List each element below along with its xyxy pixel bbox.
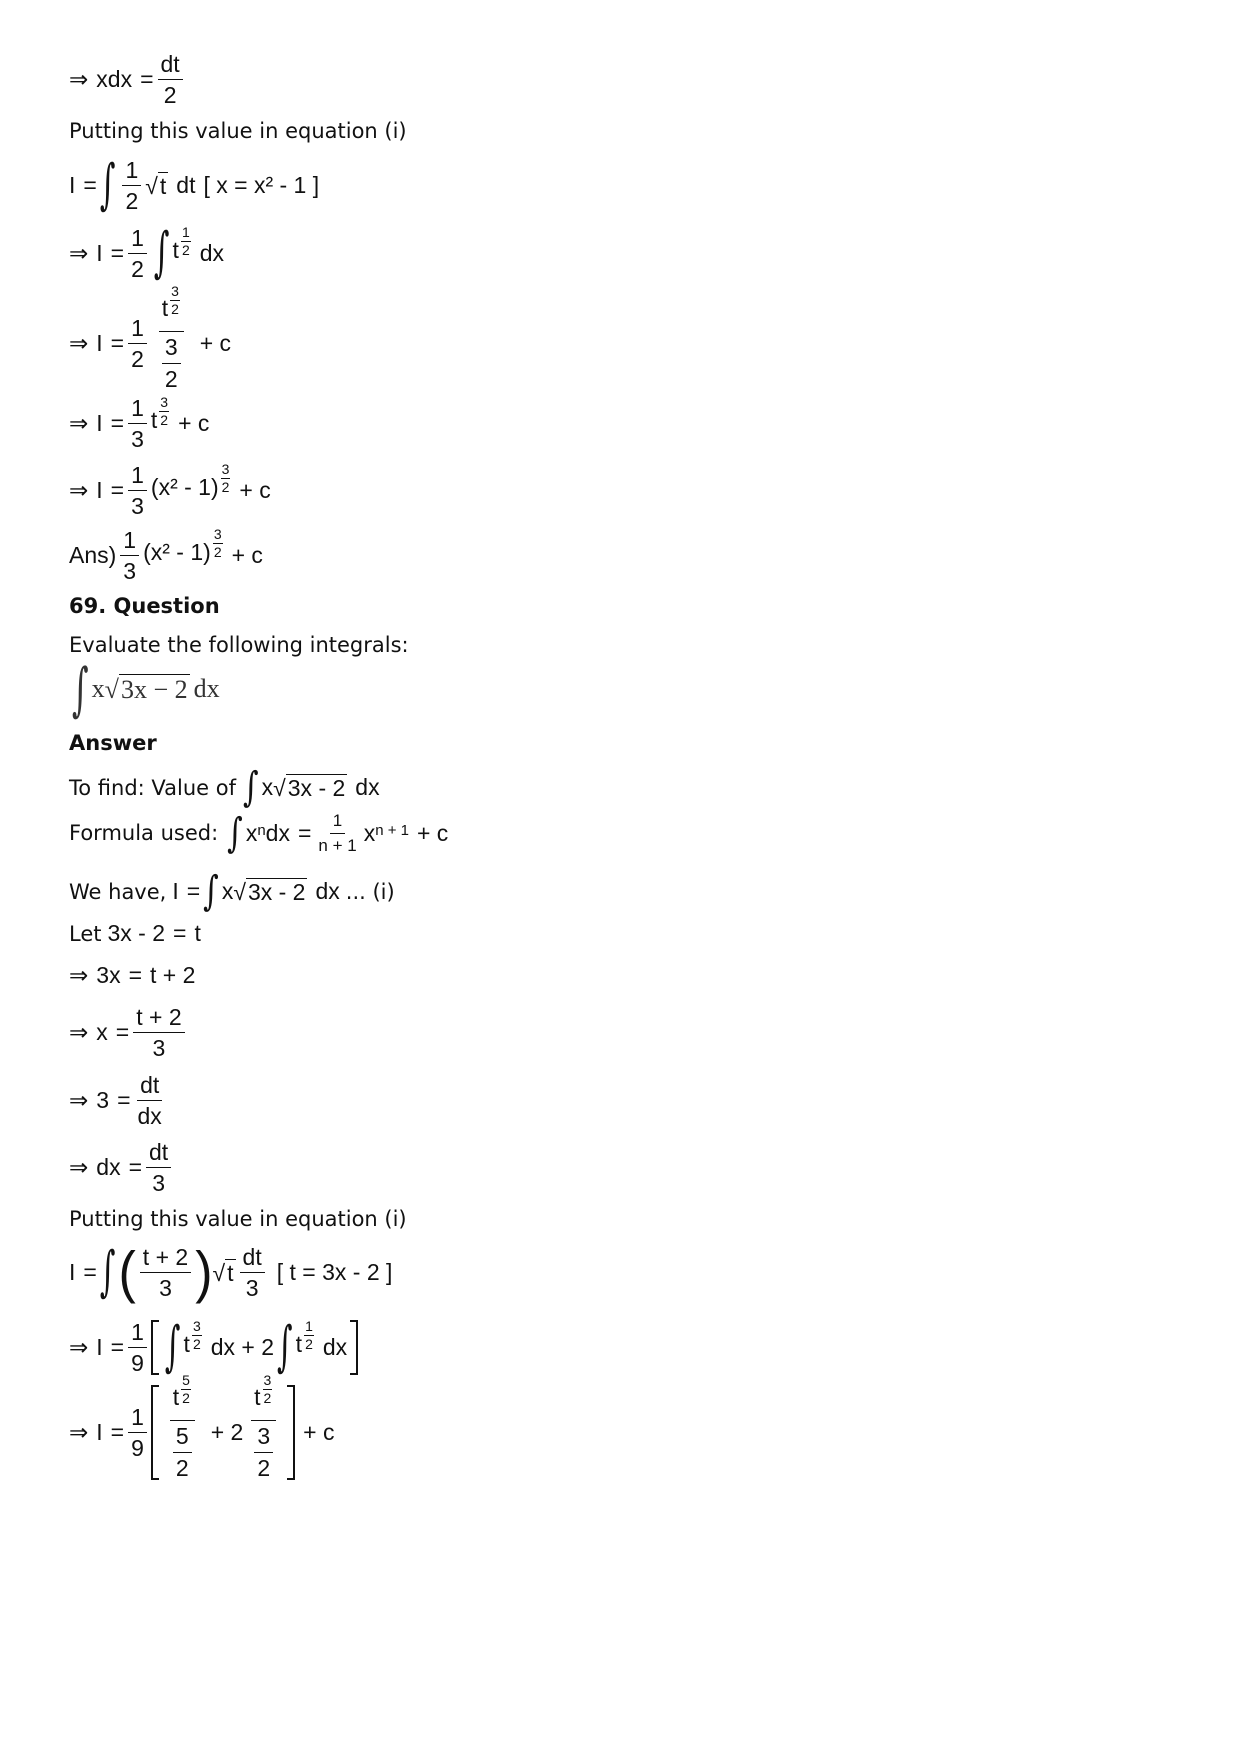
math-text: (x² - 1) — [150, 474, 219, 501]
math-text: 5 — [182, 1372, 190, 1388]
math-text: dx — [199, 240, 225, 267]
math-text: = — [110, 1334, 125, 1361]
math-text: = — [110, 477, 125, 504]
math-text: 3x - 2 — [247, 878, 306, 905]
math-text: ⇒ — [69, 1019, 89, 1046]
eq-integral-setup-2: I = ∫ ( $\frac{t + 2}{3}$ ) √ t $\frac{dt}{3}$ [ t = 3x - 2 ] — [69, 1240, 393, 1305]
math-text: I — [96, 1418, 103, 1445]
eq-final-step — [69, 1372, 335, 1481]
math-text: = — [173, 920, 187, 946]
math-text: Formula used: — [69, 821, 219, 846]
math-text: 9 — [131, 1350, 144, 1377]
math-text: = — [110, 1418, 125, 1445]
math-text: 2 — [160, 412, 169, 429]
math-text: = — [128, 962, 143, 988]
question-heading: 69. Question — [69, 594, 220, 618]
math-text: 1 — [120, 528, 139, 556]
math-text: I — [96, 477, 103, 504]
math-text: dt — [158, 52, 183, 80]
math-text: 2 — [305, 1336, 313, 1353]
math-text: 3 — [192, 1318, 201, 1335]
math-text: ⇒ — [69, 410, 89, 437]
math-text: 1 — [128, 396, 147, 424]
text-putting-1: Putting this value in equation (i) — [69, 119, 407, 143]
question-integral: ∫ x √ 3x − 2 dx — [72, 654, 220, 724]
math-text: dx — [322, 1334, 348, 1361]
math-text: I — [172, 878, 179, 904]
math-text: + c — [199, 329, 232, 356]
equals-sign: = — [140, 66, 154, 93]
math-text: 2 — [163, 82, 177, 109]
eq-3x — [69, 962, 195, 989]
math-text: = — [83, 1259, 97, 1286]
math-text: 2 — [125, 188, 139, 215]
integral-sign: ∫ — [72, 654, 89, 724]
math-text: t — [161, 295, 169, 321]
math-text: 2 — [171, 300, 179, 317]
fraction — [158, 52, 183, 107]
math-text: To find: Value of — [69, 775, 236, 800]
fraction — [122, 158, 141, 213]
math-text: 2 — [182, 1389, 190, 1406]
math-text: 3 — [263, 1372, 272, 1388]
eq-step-3 — [69, 396, 209, 451]
answer-label: Ans) — [69, 542, 117, 569]
math-text: x — [91, 674, 105, 703]
math-text: ⇒ — [69, 1418, 89, 1445]
eq-xdx — [69, 52, 187, 107]
math-text: + c — [416, 819, 449, 846]
eq-derivative — [69, 1073, 169, 1128]
eq-x — [69, 1005, 189, 1060]
math-text: 3 — [213, 526, 222, 543]
math-text: 2 — [192, 1336, 201, 1353]
math-text: t — [150, 407, 158, 434]
math-text: 5 — [173, 1424, 192, 1452]
substitution-note: [ x = x² - 1 ] — [203, 172, 320, 199]
math-text: n + 1 — [375, 821, 409, 839]
math-text: 2 — [131, 345, 144, 372]
math-text: 1 — [128, 1405, 147, 1433]
math-text: dx — [265, 819, 290, 846]
right-bracket — [287, 1385, 295, 1480]
to-find-line: To find: Value of ∫ x √ 3x - 2 dx — [69, 763, 380, 812]
we-have-line: We have, I = ∫ x √ 3x - 2 dx ... (i) — [69, 867, 395, 916]
math-text: 3 — [131, 426, 144, 453]
math-text: + c — [178, 410, 210, 437]
math-text: 2 — [164, 365, 178, 392]
integral-sign: ∫ — [203, 867, 219, 916]
math-text: I — [69, 172, 76, 199]
math-text: = — [110, 240, 125, 267]
math-text: 2 — [181, 242, 190, 259]
math-text: xdx — [96, 66, 133, 93]
math-text: ... (i) — [345, 879, 395, 904]
math-text: 1 — [128, 1320, 147, 1348]
math-text: 3 — [160, 394, 169, 411]
let-line — [69, 920, 201, 947]
math-text: dt — [240, 1245, 265, 1273]
nested-fraction — [155, 283, 188, 392]
math-text: = — [186, 878, 201, 904]
answer-heading: Answer — [69, 731, 157, 755]
integral-sign: ∫ — [153, 222, 170, 286]
math-text: 9 — [131, 1434, 144, 1461]
math-text: t — [194, 920, 201, 946]
math-text: 1 — [181, 224, 190, 241]
math-text: I — [69, 1259, 76, 1286]
sqrt: √ t — [145, 172, 167, 199]
eq-step-2 — [69, 283, 232, 392]
math-text: I — [96, 1334, 103, 1361]
math-text: = — [110, 410, 125, 437]
math-text: t + 2 — [140, 1245, 191, 1273]
math-text: t + 2 — [150, 962, 196, 988]
math-text: n + 1 — [318, 835, 357, 855]
left-bracket — [151, 1320, 159, 1375]
math-text: 3 — [245, 1275, 259, 1302]
math-text: t + 2 — [133, 1005, 184, 1033]
integral-sign: ∫ — [99, 154, 116, 218]
math-text: 3x - 2 — [107, 920, 166, 946]
math-text: 3 — [159, 1275, 172, 1302]
math-text: 3 — [152, 1170, 165, 1197]
math-text: = — [83, 172, 97, 199]
math-text: ⇒ — [69, 1087, 89, 1114]
math-text: 2 — [131, 256, 144, 283]
math-text: ⇒ — [69, 962, 89, 988]
eq-step-4 — [69, 463, 271, 518]
math-text: 3 — [131, 493, 144, 520]
math-text: t — [172, 1384, 180, 1410]
integral-sign: ∫ — [243, 763, 259, 812]
math-text: dt — [176, 172, 196, 199]
math-text: 3 — [221, 461, 230, 478]
math-text: = — [128, 1154, 143, 1181]
math-text: ⇒ — [69, 1154, 89, 1181]
text-putting-2: Putting this value in equation (i) — [69, 1207, 407, 1231]
math-text: 2 — [221, 479, 230, 496]
math-text: 1 — [330, 812, 345, 834]
math-text: 3x — [96, 962, 121, 988]
integral-sign: ∫ — [277, 1316, 293, 1380]
math-text: ⇒ — [69, 477, 89, 504]
math-text: dx — [355, 774, 380, 800]
math-text: I — [96, 410, 103, 437]
math-text: x — [261, 774, 274, 800]
math-text: (x² - 1) — [143, 539, 211, 566]
question-text: Evaluate the following integrals: — [69, 633, 409, 657]
nested-fraction — [247, 1372, 280, 1481]
math-text: 1 — [305, 1318, 313, 1335]
math-text: 2 — [175, 1454, 189, 1481]
formula-line — [69, 809, 449, 857]
left-paren: ( — [118, 1240, 136, 1305]
math-text: 1 — [122, 158, 141, 186]
left-bracket — [151, 1385, 159, 1480]
integral-sign: ∫ — [164, 1316, 181, 1380]
math-text: x — [245, 819, 258, 846]
math-text: x — [221, 878, 234, 904]
math-text: dx — [315, 878, 340, 904]
math-text: dx — [193, 674, 220, 703]
nested-fraction — [166, 1372, 199, 1481]
math-text: = — [297, 819, 312, 846]
math-text: x — [363, 819, 376, 846]
math-text: I — [96, 240, 103, 267]
math-text: dx + 2 — [210, 1334, 275, 1361]
substitution-note: [ t = 3x - 2 ] — [276, 1259, 393, 1286]
math-text: Let — [69, 921, 102, 946]
eq-integral-setup — [69, 154, 320, 218]
math-text: = — [117, 1087, 131, 1114]
math-text: dt — [137, 1073, 162, 1101]
math-text: 3 — [171, 283, 179, 299]
math-text: 1 — [128, 316, 147, 344]
implies-symbol: ⇒ — [69, 66, 89, 93]
math-text: ⇒ — [69, 329, 89, 356]
math-text: 2 — [213, 544, 222, 561]
math-text: + c — [231, 542, 263, 569]
math-text: 3x − 2 — [120, 674, 188, 704]
math-text: 2 — [257, 1454, 271, 1481]
math-text: dx — [137, 1103, 162, 1130]
math-text: t — [183, 1331, 190, 1358]
math-text: = — [110, 329, 125, 356]
math-text: x — [96, 1019, 108, 1046]
math-text: ⇒ — [69, 240, 89, 267]
math-text: = — [115, 1019, 130, 1046]
math-text: 3 — [254, 1424, 273, 1452]
integral-sign: ∫ — [99, 1241, 116, 1305]
eq-split-integral — [69, 1316, 358, 1380]
math-text: n — [257, 821, 266, 839]
integral-sign: ∫ — [227, 809, 243, 857]
math-text: + 2 — [210, 1418, 244, 1445]
math-text: 3 — [123, 558, 137, 585]
math-text: t — [227, 1259, 234, 1286]
math-text: I — [96, 329, 103, 356]
math-text: We have, — [69, 879, 167, 904]
math-text: 1 — [128, 226, 147, 254]
math-text: ⇒ — [69, 1334, 89, 1361]
math-text: dx — [96, 1154, 121, 1181]
math-text: dt — [146, 1140, 171, 1168]
eq-step-1 — [69, 222, 225, 286]
math-text: 3x - 2 — [287, 774, 346, 801]
math-text: t — [295, 1331, 303, 1358]
right-bracket — [350, 1320, 358, 1375]
eq-dx — [69, 1140, 175, 1195]
answer-line — [69, 528, 263, 583]
right-paren: ) — [195, 1240, 213, 1305]
math-text: t — [254, 1384, 261, 1410]
math-text: + c — [303, 1418, 335, 1445]
math-text: t — [159, 172, 167, 199]
math-text: t — [172, 237, 179, 264]
math-text: 3 — [152, 1035, 166, 1062]
math-text: + c — [239, 477, 271, 504]
math-text: 1 — [128, 463, 147, 491]
math-text: 2 — [263, 1389, 272, 1406]
math-text: 3 — [162, 335, 181, 363]
math-text: 3 — [96, 1087, 110, 1114]
